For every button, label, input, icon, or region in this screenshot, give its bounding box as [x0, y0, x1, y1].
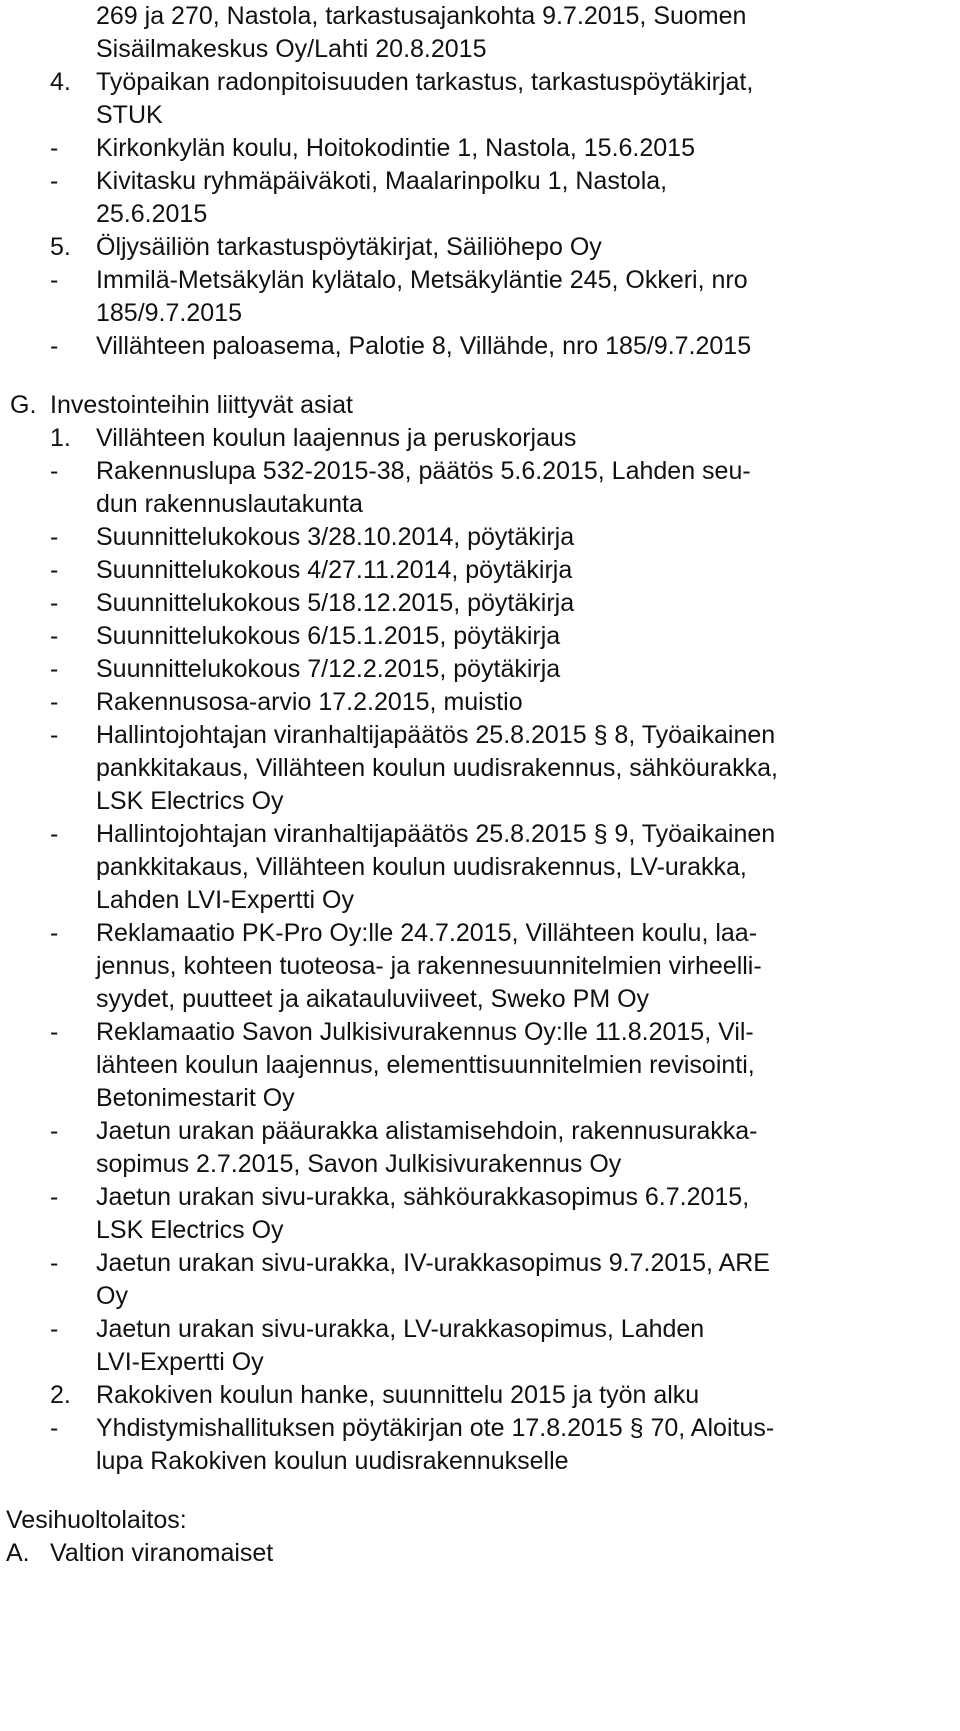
list-item: lähteen koulun laajennus, elementtisuunnitelmien revisointi, [96, 1051, 755, 1079]
list-item: Reklamaatio PK-Pro Oy:lle 24.7.2015, Villähteen koulu, laa- [96, 919, 758, 947]
list-item: Immilä-Metsäkylän kylätalo, Metsäkyläntie 245, Okkeri, nro [96, 266, 748, 294]
list-item: Rakennusosa-arvio 17.2.2015, muistio [96, 688, 523, 716]
list-bullet: - [50, 622, 59, 650]
list-bullet: - [50, 721, 59, 749]
list-item: Jaetun urakan sivu-urakka, IV-urakkasopimus 9.7.2015, ARE [96, 1249, 770, 1277]
list-item: jennus, kohteen tuoteosa- ja rakennesuunnitelmien virheelli- [96, 952, 762, 980]
section-a-letter: A. [6, 1539, 30, 1567]
section-a-title: Valtion viranomaiset [50, 1539, 274, 1567]
subsection-1-number: 1. [50, 424, 71, 452]
list-item: Jaetun urakan sivu-urakka, LV-urakkasopimus, Lahden [96, 1315, 705, 1343]
subsection-2-title: Rakokiven koulun hanke, suunnittelu 2015 ja työn alku [96, 1381, 700, 1409]
list-item: Suunnittelukokous 4/27.11.2014, pöytäkirja [96, 556, 573, 584]
list-item: Reklamaatio Savon Julkisivurakennus Oy:lle 11.8.2015, Vil- [96, 1018, 754, 1046]
list-item: LSK Electrics Oy [96, 1216, 284, 1244]
list-item: lupa Rakokiven koulun uudisrakennukselle [96, 1447, 569, 1475]
list-item: LSK Electrics Oy [96, 787, 284, 815]
list-item: pankkitakaus, Villähteen koulun uudisrakennus, sähköurakka, [96, 754, 778, 782]
list-item: 25.6.2015 [96, 200, 208, 228]
list-item: dun rakennuslautakunta [96, 490, 363, 518]
section-4-title: STUK [96, 101, 163, 129]
list-bullet: - [50, 134, 59, 162]
list-bullet: - [50, 589, 59, 617]
list-item: Kirkonkylän koulu, Hoitokodintie 1, Nastola, 15.6.2015 [96, 134, 695, 162]
list-bullet: - [50, 167, 59, 195]
list-item: Rakennuslupa 532-2015-38, päätös 5.6.2015, Lahden seu- [96, 457, 751, 485]
list-bullet: - [50, 688, 59, 716]
list-item: Hallintojohtajan viranhaltijapäätös 25.8.2015 § 8, Työaikainen [96, 721, 776, 749]
subsection-2-number: 2. [50, 1381, 71, 1409]
list-item: Hallintojohtajan viranhaltijapäätös 25.8.2015 § 9, Työaikainen [96, 820, 776, 848]
list-bullet: - [50, 332, 59, 360]
list-item: Kivitasku ryhmäpäiväkoti, Maalarinpolku 1, Nastola, [96, 167, 668, 195]
list-item: Jaetun urakan sivu-urakka, sähköurakkasopimus 6.7.2015, [96, 1183, 750, 1211]
continued-line: 269 ja 270, Nastola, tarkastusajankohta 9.7.2015, Suomen [96, 2, 747, 30]
section-g-letter: G. [10, 391, 37, 419]
list-item: 185/9.7.2015 [96, 299, 242, 327]
list-bullet: - [50, 1018, 59, 1046]
list-item: Yhdistymishallituksen pöytäkirjan ote 17.8.2015 § 70, Aloitus- [96, 1414, 775, 1442]
list-item: Jaetun urakan pääurakka alistamisehdoin, rakennusurakka- [96, 1117, 758, 1145]
section-5-title: Öljysäiliön tarkastuspöytäkirjat, Säiliöhepo Oy [96, 233, 602, 261]
list-item: Oy [96, 1282, 128, 1310]
list-bullet: - [50, 1249, 59, 1277]
list-item: Suunnittelukokous 6/15.1.2015, pöytäkirja [96, 622, 561, 650]
list-item: Suunnittelukokous 5/18.12.2015, pöytäkirja [96, 589, 575, 617]
section-4-number: 4. [50, 68, 71, 96]
list-bullet: - [50, 1183, 59, 1211]
list-item: Suunnittelukokous 7/12.2.2015, pöytäkirja [96, 655, 561, 683]
list-item: pankkitakaus, Villähteen koulun uudisrakennus, LV-urakka, [96, 853, 747, 881]
list-item: sopimus 2.7.2015, Savon Julkisivurakennus Oy [96, 1150, 622, 1178]
list-item: LVI-Expertti Oy [96, 1348, 264, 1376]
section-g-title: Investointeihin liittyvät asiat [50, 391, 353, 419]
list-bullet: - [50, 1414, 59, 1442]
list-bullet: - [50, 919, 59, 947]
section-5-number: 5. [50, 233, 71, 261]
list-bullet: - [50, 523, 59, 551]
list-bullet: - [50, 820, 59, 848]
section-4-title: Työpaikan radonpitoisuuden tarkastus, tarkastuspöytäkirjat, [96, 68, 754, 96]
list-bullet: - [50, 655, 59, 683]
list-bullet: - [50, 266, 59, 294]
list-item: Betonimestarit Oy [96, 1084, 295, 1112]
subsection-1-title: Villähteen koulun laajennus ja peruskorjaus [96, 424, 577, 452]
continued-line: Sisäilmakeskus Oy/Lahti 20.8.2015 [96, 35, 487, 63]
list-item: Suunnittelukokous 3/28.10.2014, pöytäkirja [96, 523, 575, 551]
list-bullet: - [50, 457, 59, 485]
list-bullet: - [50, 1315, 59, 1343]
list-item: syydet, puutteet ja aikatauluviiveet, Sweko PM Oy [96, 985, 650, 1013]
list-item: Villähteen paloasema, Palotie 8, Villähde, nro 185/9.7.2015 [96, 332, 752, 360]
section-heading-vesihuoltolaitos: Vesihuoltolaitos: [6, 1506, 187, 1534]
list-bullet: - [50, 556, 59, 584]
list-item: Lahden LVI-Expertti Oy [96, 886, 355, 914]
list-bullet: - [50, 1117, 59, 1145]
